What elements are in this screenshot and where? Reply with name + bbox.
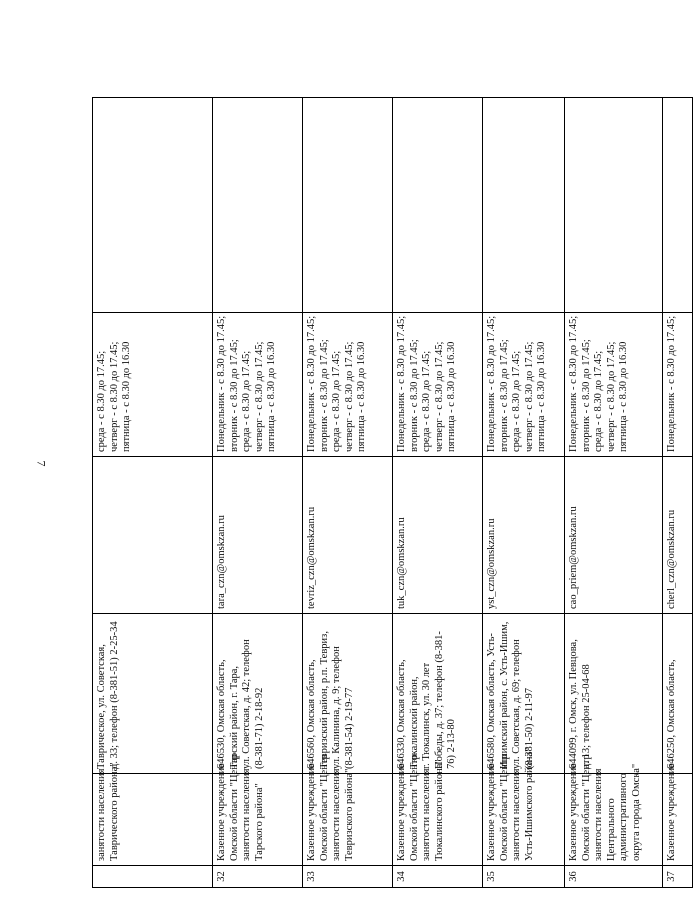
- address-line: Тевризский район, р.п. Тевриз,: [318, 631, 330, 769]
- schedule-line: вторник - с 8.30 до 17.45;: [580, 339, 592, 452]
- organization-name-line: Казенное учреждение: [666, 763, 677, 861]
- schedule-cell: [393, 313, 483, 457]
- email-cell: [393, 457, 483, 614]
- address-line: ул. Советская, д. 69; телефон: [511, 639, 522, 769]
- schedule-cell: [483, 313, 565, 457]
- organization-name-line: Казенное учреждение: [568, 763, 579, 861]
- row-number-cell: [565, 866, 663, 888]
- organization-name-line: Казенное учреждение: [396, 763, 407, 861]
- address-line: ул. Советская, д. 42; телефон: [241, 639, 252, 769]
- schedule-line: Понедельник - с 8.30 до 17.45;: [666, 315, 677, 452]
- address-line: Ишимский район, с. Усть-Ишим,: [498, 621, 510, 769]
- organization-name-line: Тевризского района": [343, 768, 355, 861]
- address-line: г. Тюкалинск, ул. 30 лет: [421, 662, 432, 769]
- organization-name-line: занятости населения: [96, 768, 107, 861]
- organizations-table: [92, 97, 693, 888]
- email-address: tara_czn@omskzan.ru: [216, 515, 227, 609]
- organization-name-line: занятости населения: [331, 768, 342, 861]
- organization-name-line: Омской области "Центр: [408, 754, 420, 861]
- schedule-line: пятница - с 8.30 до 16.30: [121, 341, 132, 452]
- email-cell: [93, 457, 213, 614]
- schedule-line: среда - с 8.30 до 17.45;: [241, 350, 252, 452]
- email-cell: [213, 457, 303, 614]
- schedule-line: четверг - с 8.30 до 17.45;: [253, 341, 265, 452]
- email-address: yst_czn@omskzan.ru: [486, 518, 497, 609]
- organization-name-cell: [303, 754, 393, 866]
- rotated-table-container: [92, 98, 677, 888]
- address-cell: [303, 614, 393, 774]
- address-line: 646560, Омская область,: [306, 659, 317, 769]
- organization-name-line: Тюкалинского района": [433, 759, 445, 861]
- row-number: 35: [486, 871, 497, 882]
- organization-name-line: Казенное учреждение: [306, 763, 317, 861]
- empty-cell: [213, 98, 303, 313]
- row-number: 37: [666, 871, 677, 882]
- organization-name-line: Тарского района": [253, 783, 265, 861]
- empty-cell: [303, 98, 393, 313]
- row-number-cell: [303, 866, 393, 888]
- email-address: cao_priem@omskzan.ru: [568, 506, 579, 609]
- row-number-cell: [93, 866, 213, 888]
- schedule-cell: [213, 313, 303, 457]
- row-number: 36: [568, 871, 579, 882]
- address-cell: [93, 614, 213, 774]
- organization-name-cell: [663, 763, 693, 866]
- organization-name-cell: [213, 754, 303, 866]
- row-number-cell: [393, 866, 483, 888]
- email-cell: [565, 457, 663, 614]
- schedule-cell: [663, 313, 693, 457]
- address-line: Победы, д. 37; телефон (8-381-: [433, 631, 445, 769]
- address-line: (8-381-54) 2-19-77: [343, 687, 355, 769]
- email-address: tevriz_czn@omskzan.ru: [306, 506, 317, 609]
- schedule-line: пятница - с 8.30 до 16.30: [536, 341, 547, 452]
- organization-name-line: занятости населения: [241, 768, 252, 861]
- table-row: [663, 98, 693, 888]
- address-cell: [483, 614, 565, 774]
- schedule-line: четверг - с 8.30 до 17.45;: [605, 341, 617, 452]
- address-line: 646580, Омская область, Усть-: [486, 633, 497, 769]
- table-row: [303, 98, 393, 888]
- schedule-line: среда - с 8.30 до 17.45;: [511, 350, 522, 452]
- organization-name-line: Центрального: [605, 798, 617, 861]
- email-cell: [303, 457, 393, 614]
- table-row: [93, 98, 213, 888]
- row-number: 32: [216, 871, 227, 882]
- organization-name-line: занятости населения: [511, 768, 522, 861]
- address-cell: [393, 614, 483, 774]
- schedule-cell: [565, 313, 663, 457]
- schedule-line: вторник - с 8.30 до 17.45;: [498, 339, 510, 452]
- schedule-line: Понедельник - с 8.30 до 17.45;: [486, 315, 497, 452]
- address-line: 646530, Омская область,: [216, 659, 227, 769]
- organization-name-line: Казенное учреждение: [216, 763, 227, 861]
- schedule-line: пятница - с 8.30 до 16.30: [446, 341, 457, 452]
- empty-cell: [93, 98, 213, 313]
- organization-name-line: Омской области "Центр: [228, 754, 240, 861]
- schedule-line: среда - с 8.30 до 17.45;: [96, 350, 107, 452]
- organization-name-line: административного: [618, 773, 629, 861]
- organization-name-cell: [565, 754, 663, 866]
- empty-cell: [663, 98, 693, 313]
- schedule-line: Понедельник - с 8.30 до 17.45;: [396, 315, 407, 452]
- organization-name-line: Казенное учреждение: [486, 763, 497, 861]
- address-cell: [565, 614, 663, 774]
- organization-name-line: Омской области "Центр: [580, 754, 592, 861]
- address-cell: [213, 614, 303, 774]
- schedule-line: четверг - с 8.30 до 17.45;: [343, 341, 355, 452]
- address-line: ул. Калинина, д. 9; телефон: [331, 646, 342, 769]
- address-cell: [663, 614, 693, 774]
- schedule-line: среда - с 8.30 до 17.45;: [331, 350, 342, 452]
- organization-name-line: Таврического района": [108, 762, 120, 861]
- row-number: 33: [306, 871, 317, 882]
- empty-cell: [483, 98, 565, 313]
- page-number: 7: [34, 460, 49, 467]
- schedule-line: вторник - с 8.30 до 17.45;: [408, 339, 420, 452]
- address-line: (8-381-50) 2-11-97: [523, 688, 535, 769]
- schedule-line: среда - с 8.30 до 17.45;: [593, 350, 604, 452]
- address-line: д. 33; телефон (8-381-51) 2-25-34: [108, 621, 120, 769]
- email-address: tuk_czn@omskzan.ru: [396, 517, 407, 609]
- row-number-cell: [213, 866, 303, 888]
- schedule-line: четверг - с 8.30 до 17.45;: [108, 341, 120, 452]
- schedule-line: пятница - с 8.30 до 16.30: [618, 341, 629, 452]
- address-line: 76) 2-13-80: [446, 719, 457, 769]
- address-line: (8-381-71) 2-18-92: [253, 687, 265, 769]
- organization-name-line: Усть-Ишимского района": [523, 747, 535, 861]
- schedule-line: вторник - с 8.30 до 17.45;: [228, 339, 240, 452]
- schedule-line: Понедельник - с 8.30 до 17.45;: [568, 315, 579, 452]
- empty-cell: [393, 98, 483, 313]
- organization-name-line: Омской области "Центр: [318, 754, 330, 861]
- organization-name-cell: [483, 747, 565, 866]
- address-line: 646330, Омская область,: [396, 659, 407, 769]
- address-line: 644099, г. Омск, ул. Певцова,: [568, 639, 579, 769]
- schedule-line: вторник - с 8.30 до 17.45;: [318, 339, 330, 452]
- row-number-cell: [663, 866, 693, 888]
- organization-name-cell: [93, 762, 213, 866]
- schedule-line: Понедельник - с 8.30 до 17.45;: [216, 315, 227, 452]
- address-line: Таврическое, ул. Советская,: [96, 644, 107, 769]
- schedule-line: четверг - с 8.30 до 17.45;: [523, 341, 535, 452]
- schedule-line: среда - с 8.30 до 17.45;: [421, 350, 432, 452]
- table-row: [393, 98, 483, 888]
- organization-name-line: занятости населения: [421, 768, 432, 861]
- address-line: 646250, Омская область,: [666, 659, 677, 769]
- address-line: д. 13; телефон 25-04-68: [580, 664, 592, 769]
- empty-cell: [565, 98, 663, 313]
- row-number: 34: [396, 871, 407, 882]
- address-line: Тюкалинский район,: [408, 676, 420, 769]
- schedule-line: пятница - с 8.30 до 16.30: [356, 341, 367, 452]
- organization-name-line: Омской области "Центр: [498, 754, 510, 861]
- email-cell: [483, 457, 565, 614]
- address-line: Тарский район, г. Тара,: [228, 665, 240, 769]
- schedule-line: четверг - с 8.30 до 17.45;: [433, 341, 445, 452]
- schedule-cell: [93, 313, 213, 457]
- row-number-cell: [483, 866, 565, 888]
- organization-name-cell: [393, 754, 483, 866]
- schedule-line: пятница - с 8.30 до 16.30: [266, 341, 277, 452]
- schedule-line: Понедельник - с 8.30 до 17.45;: [306, 315, 317, 452]
- schedule-cell: [303, 313, 393, 457]
- email-cell: [663, 457, 693, 614]
- organization-name-line: округа города Омска": [630, 763, 642, 861]
- table-row: [213, 98, 303, 888]
- table-row: [565, 98, 663, 888]
- email-address: cherl_czn@omskzan.ru: [666, 509, 677, 609]
- table-row: [483, 98, 565, 888]
- organization-name-line: занятости населения: [593, 768, 604, 861]
